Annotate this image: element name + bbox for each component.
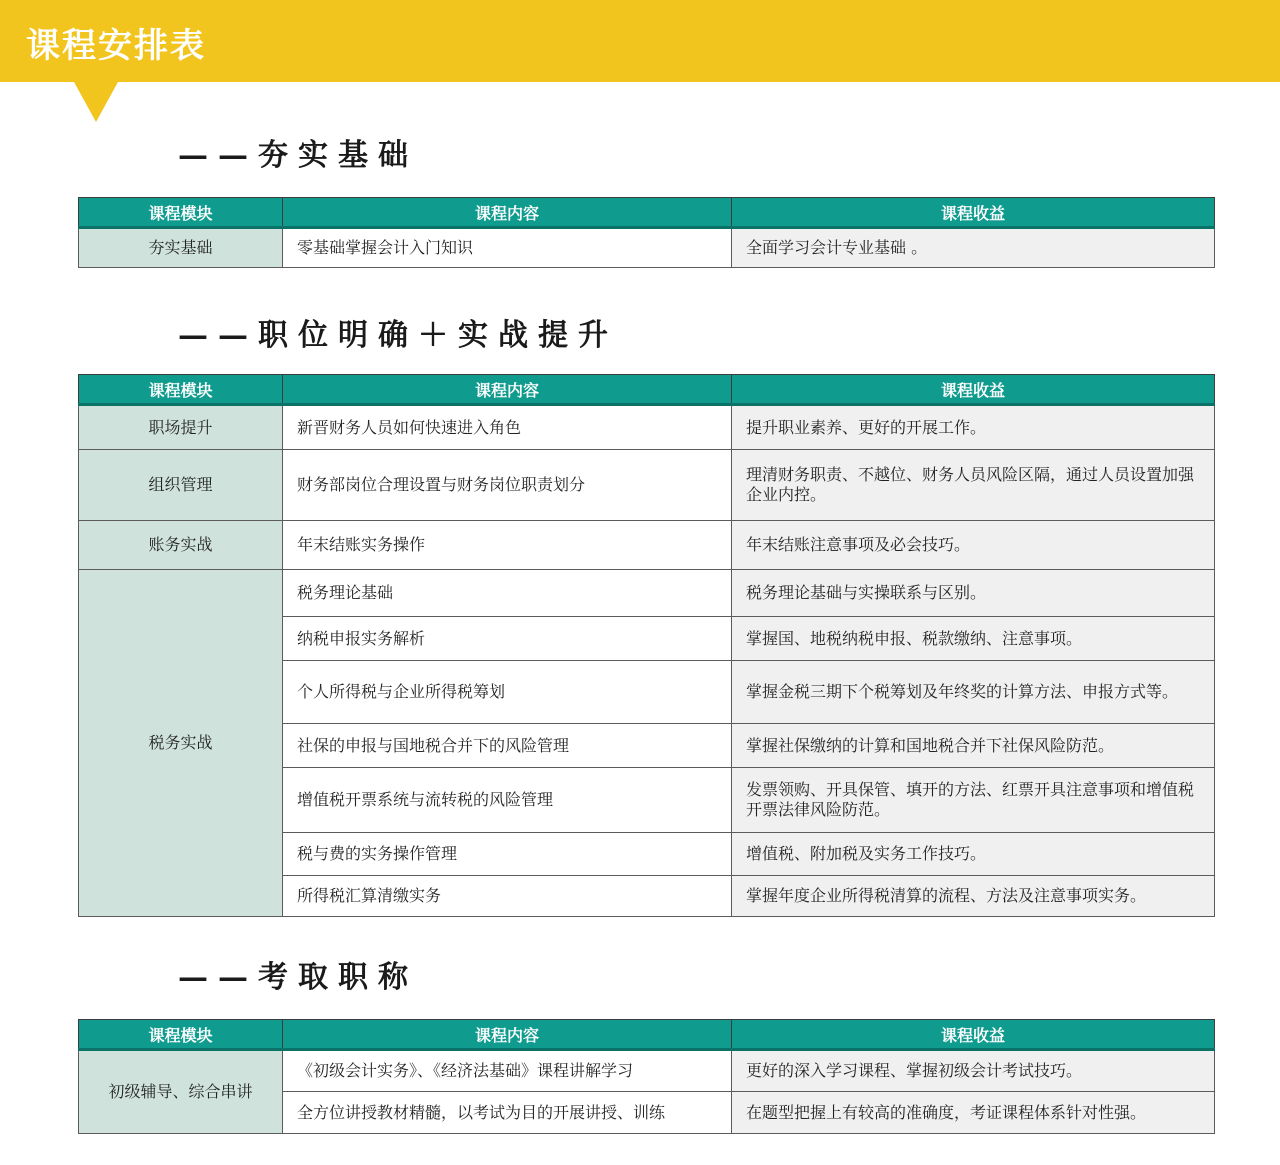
header-content: 课程内容 (283, 1020, 732, 1050)
content-cell: 纳税申报实务解析 (283, 617, 732, 661)
banner-pointer (74, 82, 118, 122)
module-cell: 初级辅导、综合串讲 (79, 1050, 283, 1134)
title-banner (0, 0, 1280, 82)
benefit-cell: 掌握年度企业所得税清算的流程、方法及注意事项实务。 (732, 876, 1215, 917)
benefit-cell: 年末结账注意事项及必会技巧。 (732, 521, 1215, 570)
content-cell: 全方位讲授教材精髓，以考试为目的开展讲授、训练 (283, 1092, 732, 1134)
module-cell: 夯实基础 (79, 228, 283, 268)
content-cell: 税务理论基础 (283, 570, 732, 617)
header-module: 课程模块 (79, 198, 283, 228)
table-header-row (79, 375, 1215, 405)
module-cell: 组织管理 (79, 450, 283, 521)
benefit-cell: 增值税、附加税及实务工作技巧。 (732, 833, 1215, 876)
table-row (79, 405, 1215, 450)
content-cell: 零基础掌握会计入门知识 (283, 228, 732, 268)
table-row (79, 1050, 1215, 1092)
header-content: 课程内容 (283, 375, 732, 405)
module-cell: 职场提升 (79, 405, 283, 450)
table-row (79, 228, 1215, 268)
header-benefit: 课程收益 (732, 198, 1215, 228)
benefit-cell: 提升职业素养、更好的开展工作。 (732, 405, 1215, 450)
content-cell: 税与费的实务操作管理 (283, 833, 732, 876)
section-heading-foundation: ——夯实基础 (178, 138, 418, 173)
header-content: 课程内容 (283, 198, 732, 228)
benefit-cell: 全面学习会计专业基础 。 (732, 228, 1215, 268)
benefit-cell: 发票领购、开具保管、填开的方法、红票开具注意事项和增值税开票法律风险防范。 (732, 768, 1215, 833)
section-heading-certification: ——考取职称 (178, 960, 418, 995)
header-benefit: 课程收益 (732, 375, 1215, 405)
benefit-cell: 税务理论基础与实操联系与区别。 (732, 570, 1215, 617)
content-cell: 《初级会计实务》、《经济法基础》课程讲解学习 (283, 1050, 732, 1092)
module-cell: 账务实战 (79, 521, 283, 570)
section-heading-practice: ——职位明确＋实战提升 (178, 318, 618, 353)
benefit-cell: 理清财务职责、不越位、财务人员风险区隔，通过人员设置加强企业内控。 (732, 450, 1215, 521)
header-module: 课程模块 (79, 375, 283, 405)
content-cell: 增值税开票系统与流转税的风险管理 (283, 768, 732, 833)
header-module: 课程模块 (79, 1020, 283, 1050)
benefit-cell: 在题型把握上有较高的准确度，考证课程体系针对性强。 (732, 1092, 1215, 1134)
table-header-row (79, 198, 1215, 228)
content-cell: 个人所得税与企业所得税筹划 (283, 661, 732, 724)
content-cell: 财务部岗位合理设置与财务岗位职责划分 (283, 450, 732, 521)
header-benefit: 课程收益 (732, 1020, 1215, 1050)
benefit-cell: 掌握国、地税纳税申报、税款缴纳、注意事项。 (732, 617, 1215, 661)
content-cell: 新晋财务人员如何快速进入角色 (283, 405, 732, 450)
benefit-cell: 掌握社保缴纳的计算和国地税合并下社保风险防范。 (732, 724, 1215, 768)
table-row (79, 521, 1215, 570)
course-table-foundation (78, 197, 1215, 268)
course-table-certification (78, 1019, 1215, 1134)
content-cell: 年末结账实务操作 (283, 521, 732, 570)
page-title: 课程安排表 (26, 26, 206, 66)
table-header-row (79, 1020, 1215, 1050)
benefit-cell: 掌握金税三期下个税筹划及年终奖的计算方法、申报方式等。 (732, 661, 1215, 724)
content-cell: 社保的申报与国地税合并下的风险管理 (283, 724, 732, 768)
table-row (79, 570, 1215, 617)
benefit-cell: 更好的深入学习课程、掌握初级会计考试技巧。 (732, 1050, 1215, 1092)
table-row (79, 450, 1215, 521)
content-cell: 所得税汇算清缴实务 (283, 876, 732, 917)
module-cell: 税务实战 (79, 570, 283, 917)
course-table-practice (78, 374, 1215, 917)
